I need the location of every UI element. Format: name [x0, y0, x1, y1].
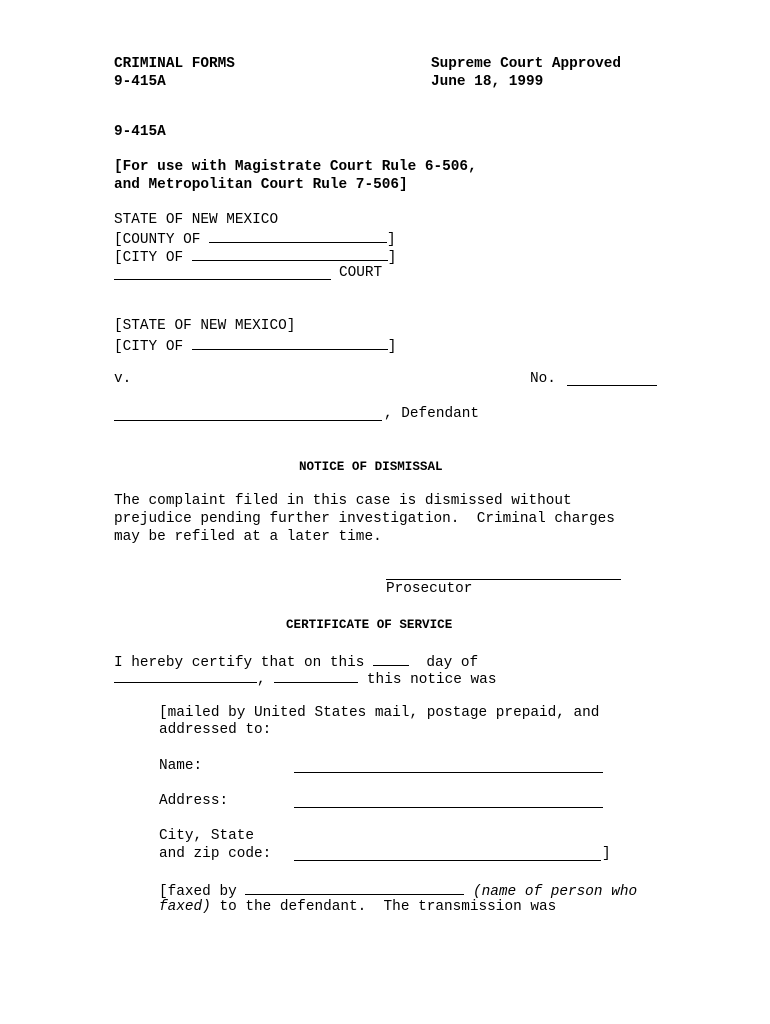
plaintiff-city-bracket: ] — [387, 339, 397, 355]
city-blank[interactable] — [192, 247, 388, 261]
certify-comma: , — [257, 672, 266, 688]
mailed-line-1: [mailed by United States mail, postage prepaid, and — [159, 705, 600, 721]
header-approval-date: June 18, 1999 — [431, 74, 544, 90]
notice-line-3: may be refiled at a later time. — [114, 529, 382, 545]
name-label: Name: — [159, 758, 203, 774]
certify-text: I hereby certify that on this — [114, 655, 365, 671]
prosecutor-signature-line[interactable] — [386, 579, 621, 580]
address-label: Address: — [159, 793, 229, 809]
plaintiff-state: [STATE OF NEW MEXICO] — [114, 318, 296, 334]
plaintiff-city-label: [CITY OF — [114, 339, 184, 355]
county-label: [COUNTY OF — [114, 232, 201, 248]
county-bracket: ] — [387, 232, 396, 248]
city-bracket-close: ] — [602, 846, 611, 862]
certificate-title: CERTIFICATE OF SERVICE — [286, 618, 453, 632]
zip-label: and zip code: — [159, 846, 272, 862]
faxed-line-2 — [159, 899, 556, 917]
address-blank[interactable] — [294, 807, 603, 808]
certify-line-2 — [114, 669, 496, 690]
city-state-zip-blank[interactable] — [294, 860, 601, 861]
header-left-title: CRIMINAL FORMS — [114, 56, 235, 72]
faxed-rest: to the defendant. The transmission was — [210, 899, 557, 915]
mailed-line-2: addressed to: — [159, 722, 272, 738]
county-blank[interactable] — [209, 229, 387, 243]
city-label: [CITY OF — [114, 250, 184, 266]
defendant-name-blank[interactable] — [114, 420, 382, 421]
notice-line-2: prejudice pending further investigation. Criminal charges — [114, 511, 615, 527]
versus: v. — [114, 371, 132, 387]
court-state: STATE OF NEW MEXICO — [114, 212, 279, 228]
usage-line-2: and Metropolitan Court Rule 7-506] — [114, 177, 408, 193]
header-left-form-number: 9-415A — [114, 74, 166, 90]
notice-title: NOTICE OF DISMISSAL — [299, 460, 443, 474]
name-blank[interactable] — [294, 772, 603, 773]
city-bracket: ] — [387, 250, 397, 266]
notice-line-1: The complaint filed in this case is dismissed without — [114, 493, 572, 509]
case-number-blank[interactable] — [567, 385, 657, 386]
day-blank[interactable] — [373, 652, 409, 666]
notice-was-text: this notice was — [366, 672, 497, 688]
usage-line-1: [For use with Magistrate Court Rule 6-506, — [114, 159, 477, 175]
header-approval: Supreme Court Approved — [431, 56, 621, 72]
faxed-by-label: [faxed by — [159, 884, 237, 900]
case-number-label: No. — [530, 371, 556, 387]
defendant-label: , Defendant — [384, 406, 479, 422]
faxed-note-2: faxed) — [159, 899, 211, 915]
year-blank[interactable] — [274, 669, 358, 683]
city-state-label: City, State — [159, 828, 254, 844]
form-number: 9-415A — [114, 124, 166, 140]
court-label: COURT — [339, 265, 383, 281]
prosecutor-label: Prosecutor — [386, 581, 473, 597]
plaintiff-city-line — [114, 336, 396, 357]
month-blank[interactable] — [114, 669, 257, 683]
day-of-text: day of — [426, 655, 479, 671]
faxed-by-blank[interactable] — [245, 881, 464, 895]
court-name-blank[interactable] — [114, 279, 331, 280]
plaintiff-city-blank[interactable] — [192, 336, 388, 350]
faxed-note-1: (name of person who — [473, 884, 638, 900]
